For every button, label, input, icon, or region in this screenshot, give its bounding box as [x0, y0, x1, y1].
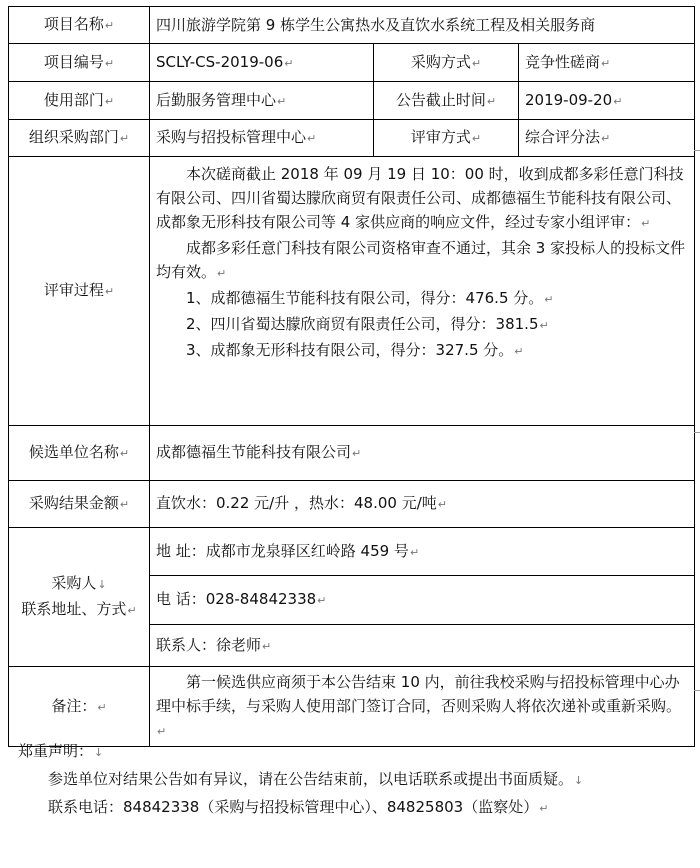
purchase-method-value: 竞争性磋商↵ — [519, 44, 695, 82]
review-paragraph-1: 本次磋商截止 2018 年 09 月 19 日 10：00 时，收到成都多彩任意门科技有限公司、四川省蜀达朦欣商贸有限责任公司、成都德福生节能科技有限公司、成都象无形科技有限公司等 4 家供应商的响应文件，经过专家小组评审：↵ — [156, 165, 684, 231]
review-process-label: 评审过程↵ — [9, 157, 150, 426]
purchase-method-label: 采购方式↵ — [374, 44, 519, 82]
page-edge-mark — [694, 690, 700, 691]
amount-value: 直饮水：0.22 元/升 ，热水：48.00 元/吨↵ — [150, 481, 695, 528]
remarks-paragraph: 第一候选供应商须于本公告结束 10 内，前往我校采购与招投标管理中心办理中标手续，与采购人使用部门签订合同，否则采购人将依次递补或重新采购。↵ — [156, 673, 682, 738]
review-process-content — [150, 157, 695, 426]
score-item-3: 3、成都象无形科技有限公司，得分：327.5 分。↵ — [186, 341, 524, 359]
org-value: 采购与招投标管理中心↵ — [150, 120, 374, 157]
dept-value: 后勤服务管理中心↵ — [150, 82, 374, 120]
review-method-label: 评审方式↵ — [374, 120, 519, 157]
phone-value: 电 话：028-84842338↵ — [150, 576, 695, 625]
row-project-name — [9, 7, 695, 44]
review-method-value: 综合评分法↵ — [519, 120, 695, 157]
row-address — [9, 528, 695, 576]
project-name-value: 四川旅游学院第 9 栋学生公寓热水及直饮水系统工程及相关服务商 — [150, 7, 695, 44]
row-candidate — [9, 426, 695, 481]
score-item-1: 1、成都德福生节能科技有限公司，得分：476.5 分。↵ — [186, 289, 554, 307]
page-edge-mark — [694, 432, 700, 433]
project-name-label: 项目名称↵ — [9, 7, 150, 44]
candidate-value: 成都德福生节能科技有限公司↵ — [150, 426, 695, 481]
declaration-title: 郑重声明：↓ — [18, 742, 104, 760]
remarks-label: 备注：↵ — [9, 667, 150, 747]
project-no-label: 项目编号↵ — [9, 44, 150, 82]
row-project-no — [9, 44, 695, 82]
candidate-label: 候选单位名称↵ — [9, 426, 150, 481]
deadline-label: 公告截止时间↵ — [374, 82, 519, 120]
address-value: 地 址：成都市龙泉驿区红岭路 459 号↵ — [150, 528, 695, 576]
dept-label: 使用部门↵ — [9, 82, 150, 120]
row-amount — [9, 481, 695, 528]
declaration-line-1: 参选单位对结果公告如有异议，请在公告结束前，以电话联系或提出书面质疑。↓ — [48, 770, 584, 788]
declaration-block — [18, 738, 688, 822]
review-paragraph-2: 成都多彩任意门科技有限公司资格审查不通过，其余 3 家投标人的投标文件均有效。↵ — [156, 239, 686, 281]
project-no-value: SCLY-CS-2019-06↵ — [150, 44, 374, 82]
score-item-2: 2、四川省蜀达朦欣商贸有限责任公司，得分：381.5↵ — [186, 315, 549, 333]
contact-label: 采购人↓ 联系地址、方式↵ — [9, 528, 150, 667]
remarks-value — [150, 667, 695, 747]
row-remarks — [9, 667, 695, 747]
page-edge-mark — [694, 150, 700, 151]
deadline-value: 2019-09-20↵ — [519, 82, 695, 120]
result-notice-document — [8, 6, 694, 747]
row-review-process — [9, 157, 695, 426]
org-label: 组织采购部门↵ — [9, 120, 150, 157]
declaration-line-2: 联系电话：84842338（采购与招投标管理中心）、84825803（监察处）↵ — [48, 798, 549, 816]
person-value: 联系人：徐老师↵ — [150, 625, 695, 667]
amount-label: 采购结果金额↵ — [9, 481, 150, 528]
row-org — [9, 120, 695, 157]
row-dept — [9, 82, 695, 120]
result-table — [8, 6, 695, 747]
